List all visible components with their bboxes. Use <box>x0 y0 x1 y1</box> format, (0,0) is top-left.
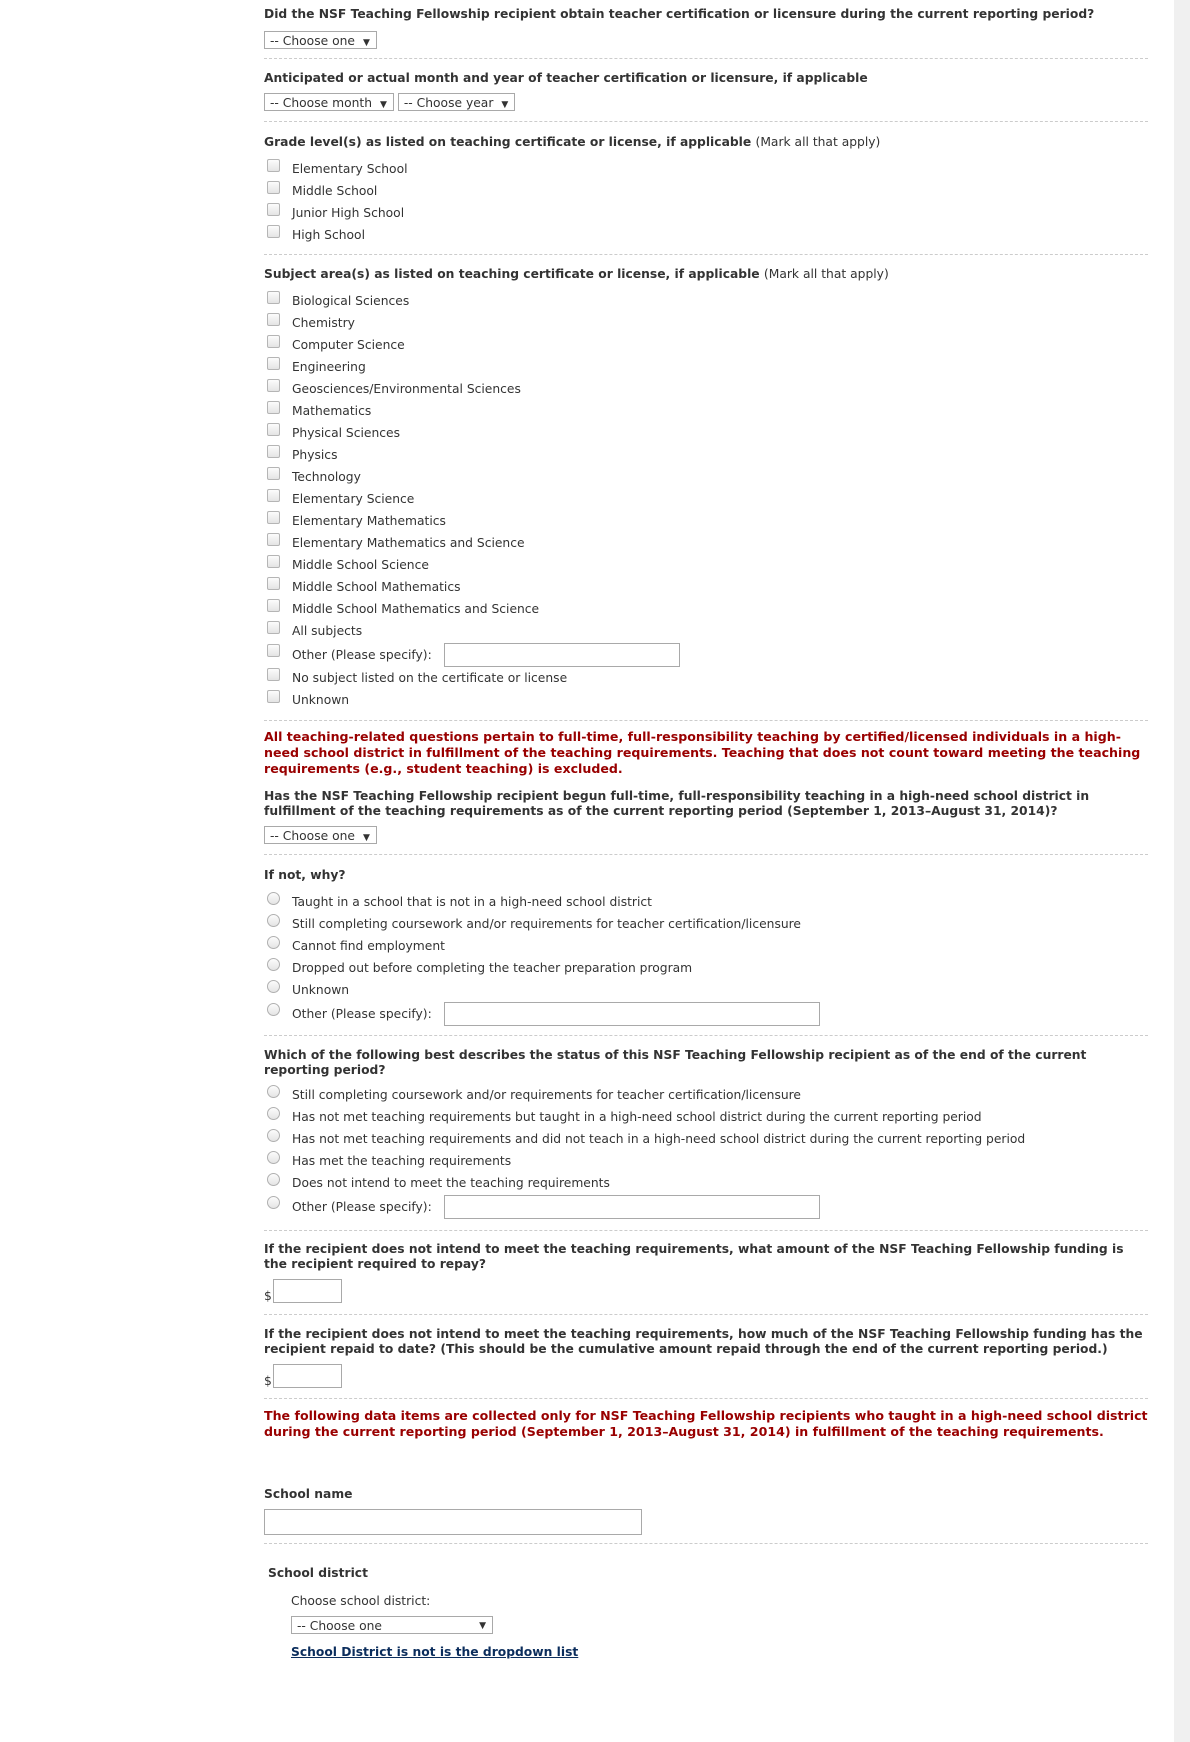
option-item[interactable] <box>264 378 1148 400</box>
question-label: Which of the following best describes the status of this NSF Teaching Fellowship recipient as of the end of the current reporting period? <box>264 1048 1087 1077</box>
school-name-field <box>264 1487 1148 1535</box>
checkbox[interactable] <box>267 423 280 436</box>
option-item[interactable] <box>264 1194 1148 1219</box>
option-item[interactable] <box>264 312 1148 334</box>
option-item[interactable] <box>264 913 1148 935</box>
radio-button[interactable] <box>267 1107 280 1120</box>
other-specify-input[interactable] <box>444 1195 820 1219</box>
radio-button[interactable] <box>267 1129 280 1142</box>
select-value: -- Choose one <box>270 829 355 843</box>
divider <box>264 854 1148 855</box>
option-item[interactable] <box>264 1128 1148 1150</box>
divider <box>264 1035 1148 1036</box>
option-label: Unknown <box>292 983 350 997</box>
divider <box>264 720 1148 721</box>
option-label: Elementary Mathematics <box>292 514 446 528</box>
divider <box>264 1398 1148 1399</box>
option-item[interactable] <box>264 1084 1148 1106</box>
option-label: Middle School <box>292 184 378 198</box>
repay-required-input[interactable] <box>273 1279 342 1303</box>
option-label: Junior High School <box>292 206 405 220</box>
option-label: Has met the teaching requirements <box>292 1154 512 1168</box>
checkbox[interactable] <box>267 313 280 326</box>
dropdown-arrow-icon: ▼ <box>362 38 370 48</box>
currency-symbol: $ <box>264 1289 272 1303</box>
option-label: Does not intend to meet the teaching requirements <box>292 1176 610 1190</box>
option-item[interactable] <box>264 1150 1148 1172</box>
option-item[interactable] <box>264 202 1148 224</box>
option-item[interactable] <box>264 444 1148 466</box>
option-item[interactable] <box>264 356 1148 378</box>
checkbox[interactable] <box>267 445 280 458</box>
option-item[interactable] <box>264 979 1148 1001</box>
option-item[interactable] <box>264 1001 1148 1026</box>
select-value: -- Choose month <box>270 96 373 110</box>
option-item[interactable] <box>264 532 1148 554</box>
question-label: If not, why? <box>264 868 346 882</box>
choose-district-label: Choose school district: <box>291 1594 431 1608</box>
checkbox[interactable] <box>267 181 280 194</box>
option-label: Middle School Mathematics <box>292 580 461 594</box>
option-label: Has not met teaching requirements but taught in a high-need school district during the current reporting period <box>292 1110 982 1124</box>
divider <box>264 1543 1148 1544</box>
dropdown-arrow-icon: ▼ <box>479 1621 486 1631</box>
radio-button[interactable] <box>267 914 280 927</box>
reason-options <box>264 891 1148 1026</box>
checkbox[interactable] <box>267 467 280 480</box>
option-item[interactable] <box>264 158 1148 180</box>
question-label: Grade level(s) as listed on teaching certificate or license, if applicable <box>264 135 752 149</box>
question-note: (Mark all that apply) <box>755 135 881 149</box>
other-specify-input[interactable] <box>444 643 680 667</box>
option-label: Taught in a school that is not in a high-need school district <box>292 895 652 909</box>
checkbox[interactable] <box>267 335 280 348</box>
option-label: Elementary Science <box>292 492 415 506</box>
option-label: Chemistry <box>292 316 355 330</box>
checkbox[interactable] <box>267 379 280 392</box>
option-label: Physical Sciences <box>292 426 401 440</box>
select-value: -- Choose one <box>270 34 355 48</box>
school-district-select[interactable] <box>291 1616 493 1634</box>
radio-button[interactable] <box>267 958 280 971</box>
radio-button[interactable] <box>267 1085 280 1098</box>
certification-question <box>264 7 1148 49</box>
option-item[interactable] <box>264 620 1148 642</box>
began-teaching-question <box>264 789 1148 844</box>
repaid-to-date-question <box>264 1327 1148 1388</box>
radio-button[interactable] <box>267 892 280 905</box>
option-label: Has not met teaching requirements and did not teach in a high-need school district during the current reporting period <box>292 1132 1026 1146</box>
grade-level-question <box>264 135 1148 246</box>
divider <box>264 1230 1148 1231</box>
option-item[interactable] <box>264 689 1148 711</box>
option-label: Engineering <box>292 360 366 374</box>
status-options <box>264 1084 1148 1219</box>
option-item[interactable] <box>264 400 1148 422</box>
option-label: All subjects <box>292 624 363 638</box>
divider <box>264 1314 1148 1315</box>
dropdown-arrow-icon: ▼ <box>380 100 387 110</box>
checkbox[interactable] <box>267 599 280 612</box>
year-select[interactable] <box>398 93 515 111</box>
school-name-input[interactable] <box>264 1509 642 1535</box>
option-label: High School <box>292 228 365 242</box>
checkbox[interactable] <box>267 489 280 502</box>
option-item[interactable] <box>264 576 1148 598</box>
divider <box>264 121 1148 122</box>
option-label: Other (Please specify): <box>292 1006 432 1021</box>
option-label: Still completing coursework and/or requirements for teacher certification/licensure <box>292 917 801 931</box>
radio-button[interactable] <box>267 1151 280 1164</box>
school-district-field <box>268 1566 1152 1659</box>
question-label: If the recipient does not intend to meet the teaching requirements, how much of the NSF Teaching Fellowship funding has the recipient repaid to date? (This should be the cumulative amount repaid through the end of the current reporting period.) <box>264 1327 1143 1356</box>
option-label: Biological Sciences <box>292 294 410 308</box>
dropdown-arrow-icon: ▼ <box>501 100 509 110</box>
option-label: Other (Please specify): <box>292 647 432 662</box>
data-items-notice: The following data items are collected only for NSF Teaching Fellowship recipients who taught in a high-need school district during the current reporting period (September 1, 2013–August 31, 2014) in fulfillment of the teaching requirements. <box>264 1408 1148 1439</box>
other-specify-input[interactable] <box>444 1002 820 1026</box>
radio-button[interactable] <box>267 1173 280 1186</box>
question-label: If the recipient does not intend to meet the teaching requirements, what amount of the NSF Teaching Fellowship funding is the recipient required to repay? <box>264 1242 1124 1271</box>
question-label: Has the NSF Teaching Fellowship recipient begun full-time, full-responsibility teaching in a high-need school district in fulfillment of the teaching requirements as of the current reporting period (September 1, 2013–August 31, 2014)? <box>264 789 1090 818</box>
option-label: Middle School Mathematics and Science <box>292 602 540 616</box>
option-label: No subject listed on the certificate or license <box>292 671 568 685</box>
certification-select[interactable] <box>264 31 377 49</box>
select-value: -- Choose one <box>297 1619 382 1633</box>
option-item[interactable] <box>264 891 1148 913</box>
option-label: Physics <box>292 448 338 462</box>
option-item[interactable] <box>264 642 1148 667</box>
question-note: (Mark all that apply) <box>763 267 889 281</box>
option-label: Other (Please specify): <box>292 1199 432 1214</box>
option-label: Computer Science <box>292 338 405 352</box>
option-item[interactable] <box>264 554 1148 576</box>
checkbox[interactable] <box>267 668 280 681</box>
radio-button[interactable] <box>267 980 280 993</box>
option-item[interactable] <box>264 180 1148 202</box>
repaid-to-date-input[interactable] <box>273 1364 342 1388</box>
divider <box>264 58 1148 59</box>
subject-area-question <box>264 267 1148 711</box>
checkbox[interactable] <box>267 225 280 238</box>
checkbox[interactable] <box>267 533 280 546</box>
checkbox[interactable] <box>267 291 280 304</box>
option-item[interactable] <box>264 510 1148 532</box>
option-item[interactable] <box>264 290 1148 312</box>
subject-area-options <box>264 290 1148 711</box>
currency-symbol: $ <box>264 1374 272 1388</box>
scrollbar-track[interactable] <box>1174 0 1190 1742</box>
divider <box>264 254 1148 255</box>
option-item[interactable] <box>264 1172 1148 1194</box>
option-label: Dropped out before completing the teacher preparation program <box>292 961 693 975</box>
option-item[interactable] <box>264 598 1148 620</box>
option-item[interactable] <box>264 667 1148 689</box>
option-label: Elementary School <box>292 162 408 176</box>
option-item[interactable] <box>264 224 1148 246</box>
certification-date-question <box>264 71 1148 111</box>
checkbox[interactable] <box>267 159 280 172</box>
option-label: Unknown <box>292 693 350 707</box>
checkbox[interactable] <box>267 621 280 634</box>
option-label: Geosciences/Environmental Sciences <box>292 382 521 396</box>
checkbox[interactable] <box>267 401 280 414</box>
district-not-listed-link[interactable]: School District is not is the dropdown list <box>291 1645 579 1659</box>
radio-button[interactable] <box>267 1196 280 1209</box>
began-teaching-select[interactable] <box>264 826 377 844</box>
checkbox[interactable] <box>267 690 280 703</box>
month-select[interactable] <box>264 93 394 111</box>
option-label: Still completing coursework and/or requirements for teacher certification/licensure <box>292 1088 801 1102</box>
checkbox[interactable] <box>267 511 280 524</box>
question-label: Did the NSF Teaching Fellowship recipient obtain teacher certification or licensure during the current reporting period? <box>264 7 1095 21</box>
if-not-why-question <box>264 868 1148 1026</box>
checkbox[interactable] <box>267 203 280 216</box>
school-name-label: School name <box>264 1487 353 1501</box>
checkbox[interactable] <box>267 357 280 370</box>
select-value: -- Choose year <box>403 96 494 110</box>
checkbox[interactable] <box>267 555 280 568</box>
question-label: Subject area(s) as listed on teaching certificate or license, if applicable <box>264 267 760 281</box>
option-item[interactable] <box>264 422 1148 444</box>
option-item[interactable] <box>264 957 1148 979</box>
option-item[interactable] <box>264 488 1148 510</box>
option-item[interactable] <box>264 334 1148 356</box>
option-label: Technology <box>292 470 361 484</box>
teaching-notice: All teaching-related questions pertain to full-time, full-responsibility teaching by certified/licensed individuals in a high-need school district in fulfillment of the teaching requirements. Teaching that does not count toward meeting the teaching requirements (e.g., student teaching) is excluded. <box>264 729 1141 776</box>
grade-level-options <box>264 158 1148 246</box>
school-district-label: School district <box>268 1566 368 1580</box>
dropdown-arrow-icon: ▼ <box>362 833 370 843</box>
option-item[interactable] <box>264 1106 1148 1128</box>
option-label: Middle School Science <box>292 558 429 572</box>
radio-button[interactable] <box>267 936 280 949</box>
checkbox[interactable] <box>267 644 280 657</box>
option-label: Cannot find employment <box>292 939 445 953</box>
repay-required-question <box>264 1242 1148 1303</box>
status-question <box>264 1048 1148 1219</box>
option-item[interactable] <box>264 466 1148 488</box>
radio-button[interactable] <box>267 1003 280 1016</box>
question-label: Anticipated or actual month and year of teacher certification or licensure, if applicable <box>264 71 868 85</box>
option-label: Elementary Mathematics and Science <box>292 536 525 550</box>
option-item[interactable] <box>264 935 1148 957</box>
checkbox[interactable] <box>267 577 280 590</box>
option-label: Mathematics <box>292 404 372 418</box>
